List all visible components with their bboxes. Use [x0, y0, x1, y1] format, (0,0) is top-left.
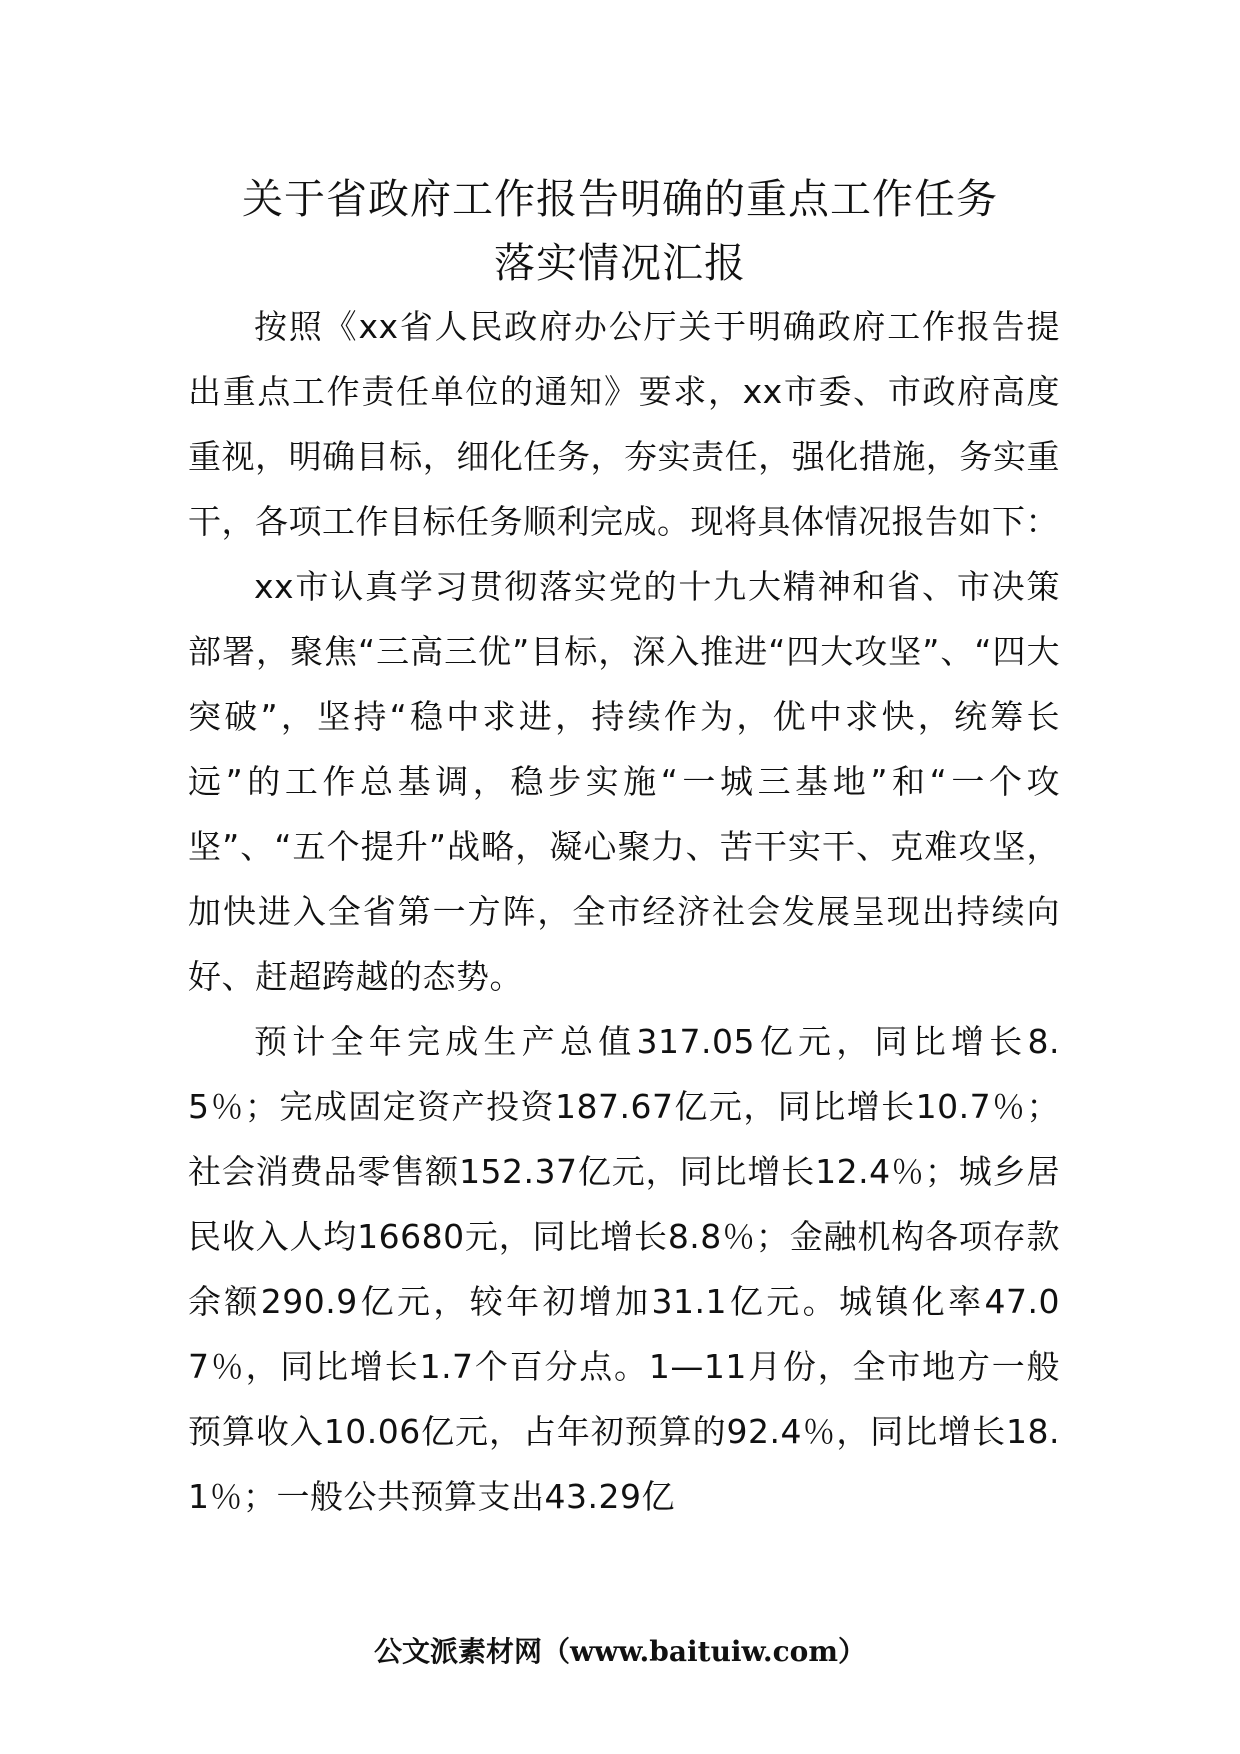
paragraph-intro: 按照《xx省人民政府办公厅关于明确政府工作报告提出重点工作责任单位的通知》要求，xx市委、市政府高度重视，明确目标，细化任务，夯实责任，强化措施，务实重干，各项工作目标任务顺利完成。现将具体情况报告如下：	[188, 307, 1060, 541]
document-title-line-1: 关于省政府工作报告明确的重点工作任务	[242, 175, 998, 223]
document-body	[188, 294, 1060, 1529]
paragraph-statistics: 预计全年完成生产总值317.05亿元，同比增长8.5％；完成固定资产投资187.67亿元，同比增长10.7％；社会消费品零售额152.37亿元，同比增长12.4％；城乡居民收入人均16680元，同比增长8.8％；金融机构各项存款余额290.9亿元，较年初增加31.1亿元。城镇化率47.07％，同比增长1.7个百分点。1—11月份，全市地方一般预算收入10.06亿元，占年初预算的92.4％，同比增长18.1％；一般公共预算支出43.29亿	[188, 1022, 1060, 1516]
paragraph-overview: xx市认真学习贯彻落实党的十九大精神和省、市决策部署，聚焦“三高三优”目标，深入推进“四大攻坚”、“四大突破”，坚持“稳中求进，持续作为，优中求快，统筹长远”的工作总基调，稳步实施“一城三基地”和“一个攻坚”、“五个提升”战略，凝心聚力、苦干实干、克难攻坚，加快进入全省第一方阵，全市经济社会发展呈现出持续向好、赶超跨越的态势。	[188, 567, 1060, 996]
footer-watermark: 公文派素材网（www.baituiw.com）	[374, 1635, 866, 1668]
document-title-line-2: 落实情况汇报	[494, 239, 746, 287]
